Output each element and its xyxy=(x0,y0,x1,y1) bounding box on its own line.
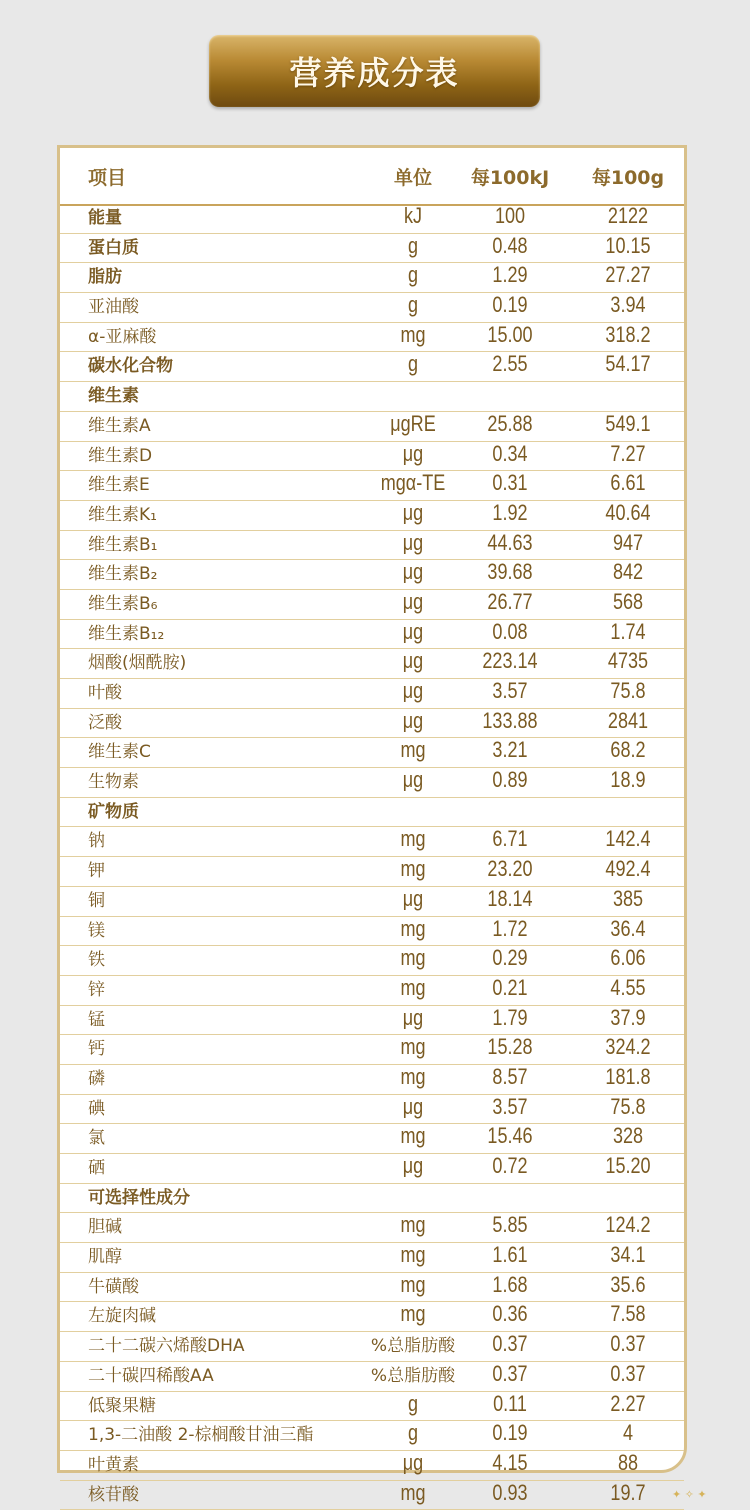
table-row xyxy=(60,649,684,679)
nutrient-name: 烟酸(烟酰胺) xyxy=(88,653,187,674)
nutrient-name: 钙 xyxy=(88,1039,105,1060)
value-per-100g: 15.20 xyxy=(605,1153,651,1178)
value-per-100g: 35.6 xyxy=(610,1271,646,1297)
value-per-100g: 124.2 xyxy=(605,1212,651,1238)
nutrient-unit: μg xyxy=(402,678,424,703)
value-per-100g: 492.4 xyxy=(605,856,651,882)
table-row xyxy=(60,827,684,857)
nutrient-name: 钾 xyxy=(88,861,105,882)
value-per-100kj: 2.55 xyxy=(492,351,528,377)
nutrient-unit: %总脂肪酸 xyxy=(370,1365,456,1386)
nutrient-unit: mg xyxy=(400,1034,426,1060)
table-row xyxy=(60,738,684,768)
value-per-100g: 385 xyxy=(612,885,644,911)
table-row xyxy=(60,1154,684,1184)
section-row xyxy=(60,382,684,412)
header-name: 项目 xyxy=(88,166,127,189)
nutrient-name: 维生素B₂ xyxy=(88,564,158,585)
value-per-100kj: 1.72 xyxy=(492,915,528,941)
nutrient-name: 镁 xyxy=(88,920,105,941)
value-per-100kj: 0.93 xyxy=(492,1479,528,1505)
table-row xyxy=(60,620,684,650)
nutrient-unit: μg xyxy=(402,559,424,585)
table-row xyxy=(60,679,684,709)
nutrient-unit: mg xyxy=(400,1301,426,1327)
value-per-100kj: 39.68 xyxy=(487,559,533,585)
table-row xyxy=(60,204,684,234)
value-per-100kj: 8.57 xyxy=(492,1063,528,1089)
nutrient-name: 低聚果糖 xyxy=(88,1395,156,1416)
table-row xyxy=(60,531,684,561)
page-title: 营养成分表 xyxy=(289,54,460,92)
nutrient-unit: mg xyxy=(400,1212,426,1238)
table-row xyxy=(60,1392,684,1422)
value-per-100kj: 44.63 xyxy=(487,529,533,555)
value-per-100g: 54.17 xyxy=(605,351,651,377)
value-per-100g: 10.15 xyxy=(605,232,651,258)
value-per-100g: 328 xyxy=(612,1123,644,1149)
value-per-100kj: 0.36 xyxy=(492,1301,528,1327)
value-per-100kj: 1.61 xyxy=(492,1242,528,1268)
value-per-100kj: 3.57 xyxy=(492,678,528,703)
value-per-100kj: 0.89 xyxy=(492,767,528,793)
table-row xyxy=(60,976,684,1006)
value-per-100kj: 0.21 xyxy=(492,974,528,1000)
nutrient-unit: g xyxy=(407,232,419,258)
value-per-100g: 7.27 xyxy=(610,440,646,466)
nutrient-unit: μg xyxy=(402,1004,424,1030)
table-row xyxy=(60,590,684,620)
table-row xyxy=(60,1124,684,1154)
value-per-100g: 37.9 xyxy=(610,1004,646,1030)
value-per-100kj: 6.71 xyxy=(492,826,528,852)
nutrient-unit: mg xyxy=(400,945,426,971)
table-row xyxy=(60,1006,684,1036)
value-per-100g: 27.27 xyxy=(605,262,651,288)
nutrition-table xyxy=(57,145,687,1505)
value-per-100g: 181.8 xyxy=(605,1063,651,1089)
value-per-100kj: 15.00 xyxy=(487,321,533,347)
nutrient-name: 硒 xyxy=(88,1158,105,1178)
value-per-100kj: 1.92 xyxy=(492,499,528,525)
nutrient-unit: mg xyxy=(400,974,426,1000)
nutrient-name: 维生素K₁ xyxy=(88,504,157,525)
value-per-100g: 4 xyxy=(622,1420,634,1446)
value-per-100kj: 0.34 xyxy=(492,440,528,466)
nutrient-unit: mg xyxy=(400,1479,426,1505)
section-row xyxy=(60,798,684,828)
nutrient-name: 可选择性成分 xyxy=(88,1187,190,1208)
table-row xyxy=(60,560,684,590)
table-row xyxy=(60,1035,684,1065)
table-row xyxy=(60,1273,684,1303)
value-per-100g: 2841 xyxy=(607,707,649,733)
nutrient-name: 胆碱 xyxy=(88,1217,122,1238)
nutrient-name: 维生素B₁₂ xyxy=(88,623,165,644)
nutrient-unit: mg xyxy=(400,737,426,763)
nutrient-unit: g xyxy=(407,351,419,377)
value-per-100kj: 1.68 xyxy=(492,1271,528,1297)
table-row xyxy=(60,293,684,323)
value-per-100g: 6.06 xyxy=(610,945,646,971)
value-per-100g: 568 xyxy=(612,588,644,614)
nutrient-unit: μg xyxy=(402,440,424,466)
nutrient-name: 生物素 xyxy=(88,772,139,793)
nutrient-unit: μg xyxy=(402,1093,424,1119)
nutrient-name: 肌醇 xyxy=(88,1247,122,1268)
nutrient-name: 能量 xyxy=(88,208,122,228)
nutrient-name: 二十二碳六烯酸DHA xyxy=(88,1336,245,1357)
nutrient-unit: mg xyxy=(400,1242,426,1268)
value-per-100kj: 1.29 xyxy=(492,262,528,288)
table-row xyxy=(60,1332,684,1362)
value-per-100kj: 15.46 xyxy=(487,1123,533,1149)
nutrient-name: 锰 xyxy=(88,1009,105,1030)
nutrient-unit: mg xyxy=(400,1063,426,1089)
value-per-100kj: 0.37 xyxy=(492,1331,528,1357)
nutrient-name: 锌 xyxy=(88,979,105,1000)
nutrient-name: 碳水化合物 xyxy=(88,356,173,377)
value-per-100g: 18.9 xyxy=(610,767,646,793)
value-per-100kj: 23.20 xyxy=(487,856,533,882)
nutrient-name: 碘 xyxy=(88,1098,105,1119)
nutrient-name: 泛酸 xyxy=(88,712,122,733)
nutrient-unit: g xyxy=(407,1390,419,1416)
value-per-100kj: 0.29 xyxy=(492,945,528,971)
table-header xyxy=(60,148,684,206)
value-per-100g: 68.2 xyxy=(610,737,646,763)
table-row xyxy=(60,1302,684,1332)
table-row xyxy=(60,1065,684,1095)
table-row xyxy=(60,1362,684,1392)
value-per-100g: 0.37 xyxy=(610,1360,646,1386)
nutrient-name: 维生素C xyxy=(88,742,151,763)
value-per-100g: 75.8 xyxy=(610,1093,646,1119)
nutrient-name: 维生素 xyxy=(88,386,139,407)
nutrient-unit: μg xyxy=(402,767,424,793)
nutrient-unit: g xyxy=(407,262,419,288)
value-per-100kj: 4.15 xyxy=(492,1449,528,1475)
nutrient-unit: μg xyxy=(402,1449,424,1475)
nutrient-name: 矿物质 xyxy=(88,801,139,822)
value-per-100g: 0.37 xyxy=(610,1331,646,1357)
value-per-100g: 7.58 xyxy=(610,1301,646,1327)
nutrient-unit: μg xyxy=(402,1153,424,1178)
table-row xyxy=(60,234,684,264)
nutrient-name: 磷 xyxy=(88,1068,105,1089)
nutrient-name: 核苷酸 xyxy=(88,1484,139,1505)
value-per-100kj: 0.08 xyxy=(492,618,528,644)
nutrient-unit: mg xyxy=(400,321,426,347)
table-row xyxy=(60,857,684,887)
table-row xyxy=(60,1421,684,1451)
value-per-100g: 88 xyxy=(617,1449,639,1475)
value-per-100kj: 1.79 xyxy=(492,1004,528,1030)
nutrient-name: 铁 xyxy=(88,950,105,971)
nutrient-unit: μg xyxy=(402,885,424,911)
table-row xyxy=(60,1213,684,1243)
nutrient-name: 叶黄素 xyxy=(88,1454,139,1475)
nutrient-name: 牛磺酸 xyxy=(88,1276,139,1297)
value-per-100kj: 133.88 xyxy=(482,707,538,733)
value-per-100g: 75.8 xyxy=(610,678,646,703)
table-row xyxy=(60,1095,684,1125)
value-per-100g: 36.4 xyxy=(610,915,646,941)
value-per-100kj: 18.14 xyxy=(487,885,533,911)
nutrient-name: 钠 xyxy=(88,831,105,852)
value-per-100g: 947 xyxy=(612,529,644,555)
table-row xyxy=(60,501,684,531)
table-row xyxy=(60,887,684,917)
value-per-100g: 6.61 xyxy=(610,470,646,496)
value-per-100g: 40.64 xyxy=(605,499,651,525)
value-per-100kj: 223.14 xyxy=(482,648,538,674)
nutrient-name: α-亚麻酸 xyxy=(88,326,157,347)
nutrient-name: 铜 xyxy=(88,890,105,911)
nutrient-unit: mg xyxy=(400,1123,426,1149)
value-per-100kj: 100 xyxy=(494,203,526,228)
header-per-g: 每100g xyxy=(591,166,665,189)
nutrient-unit: g xyxy=(407,1420,419,1446)
nutrient-unit: μg xyxy=(402,648,424,674)
nutrient-unit: μg xyxy=(402,618,424,644)
value-per-100kj: 0.19 xyxy=(492,292,528,318)
nutrient-name: 维生素D xyxy=(88,445,153,466)
nutrient-name: 1,3-二油酸 2-棕榈酸甘油三酯 xyxy=(88,1425,314,1446)
value-per-100kj: 0.72 xyxy=(492,1153,528,1178)
table-row xyxy=(60,709,684,739)
value-per-100g: 3.94 xyxy=(610,292,646,318)
table-row xyxy=(60,471,684,501)
table-row xyxy=(60,1451,684,1481)
header-per-kj: 每100kJ xyxy=(470,166,550,189)
nutrient-unit: %总脂肪酸 xyxy=(370,1336,456,1357)
value-per-100g: 4.55 xyxy=(610,974,646,1000)
nutrient-unit: μgRE xyxy=(390,410,436,436)
nutrient-name: 亚油酸 xyxy=(88,297,139,318)
value-per-100g: 842 xyxy=(612,559,644,585)
table-row xyxy=(60,1481,684,1510)
nutrient-unit: mg xyxy=(400,826,426,852)
table-row xyxy=(60,323,684,353)
value-per-100kj: 3.21 xyxy=(492,737,528,763)
nutrient-name: 脂肪 xyxy=(88,267,122,288)
value-per-100kj: 5.85 xyxy=(492,1212,528,1238)
nutrient-unit: kJ xyxy=(403,203,423,228)
nutrient-unit: μg xyxy=(402,707,424,733)
value-per-100g: 2.27 xyxy=(610,1390,646,1416)
value-per-100kj: 0.48 xyxy=(492,232,528,258)
table-body xyxy=(60,204,684,1510)
nutrient-name: 维生素E xyxy=(88,475,150,496)
nutrient-unit: μg xyxy=(402,588,424,614)
nutrient-unit: g xyxy=(407,292,419,318)
value-per-100g: 2122 xyxy=(607,203,649,228)
table-row xyxy=(60,352,684,382)
table-row xyxy=(60,768,684,798)
sparkle-decoration-icon: ✦ ✧ ✦ xyxy=(672,1488,707,1501)
value-per-100g: 4735 xyxy=(607,648,649,674)
value-per-100g: 1.74 xyxy=(610,618,646,644)
value-per-100kj: 3.57 xyxy=(492,1093,528,1119)
value-per-100kj: 0.19 xyxy=(492,1420,528,1446)
value-per-100kj: 25.88 xyxy=(487,410,533,436)
title-banner xyxy=(209,35,540,107)
nutrient-name: 维生素B₁ xyxy=(88,534,158,555)
table-row xyxy=(60,1243,684,1273)
nutrient-name: 叶酸 xyxy=(88,683,122,703)
nutrient-unit: mg xyxy=(400,1271,426,1297)
value-per-100kj: 0.37 xyxy=(492,1360,528,1386)
nutrient-unit: mg xyxy=(400,856,426,882)
nutrient-name: 维生素B₆ xyxy=(88,593,158,614)
section-row xyxy=(60,1184,684,1214)
value-per-100kj: 26.77 xyxy=(487,588,533,614)
header-unit: 单位 xyxy=(393,166,432,189)
value-per-100kj: 0.31 xyxy=(492,470,528,496)
nutrient-name: 氯 xyxy=(88,1128,105,1149)
nutrient-unit: mg xyxy=(400,915,426,941)
nutrient-unit: μg xyxy=(402,499,424,525)
table-row xyxy=(60,946,684,976)
table-row xyxy=(60,263,684,293)
value-per-100g: 549.1 xyxy=(605,410,651,436)
value-per-100kj: 15.28 xyxy=(487,1034,533,1060)
nutrient-name: 二十碳四稀酸AA xyxy=(88,1365,214,1386)
table-row xyxy=(60,412,684,442)
value-per-100kj: 0.11 xyxy=(493,1390,527,1416)
value-per-100g: 318.2 xyxy=(605,321,651,347)
table-row xyxy=(60,442,684,472)
nutrient-unit: μg xyxy=(402,529,424,555)
value-per-100g: 19.7 xyxy=(610,1479,646,1505)
nutrient-name: 维生素A xyxy=(88,415,151,436)
value-per-100g: 142.4 xyxy=(605,826,651,852)
nutrient-unit: mgα-TE xyxy=(380,470,446,496)
value-per-100g: 34.1 xyxy=(610,1242,646,1268)
value-per-100g: 324.2 xyxy=(605,1034,651,1060)
table-row xyxy=(60,917,684,947)
nutrient-name: 蛋白质 xyxy=(88,237,139,258)
nutrient-name: 左旋肉碱 xyxy=(88,1306,156,1327)
